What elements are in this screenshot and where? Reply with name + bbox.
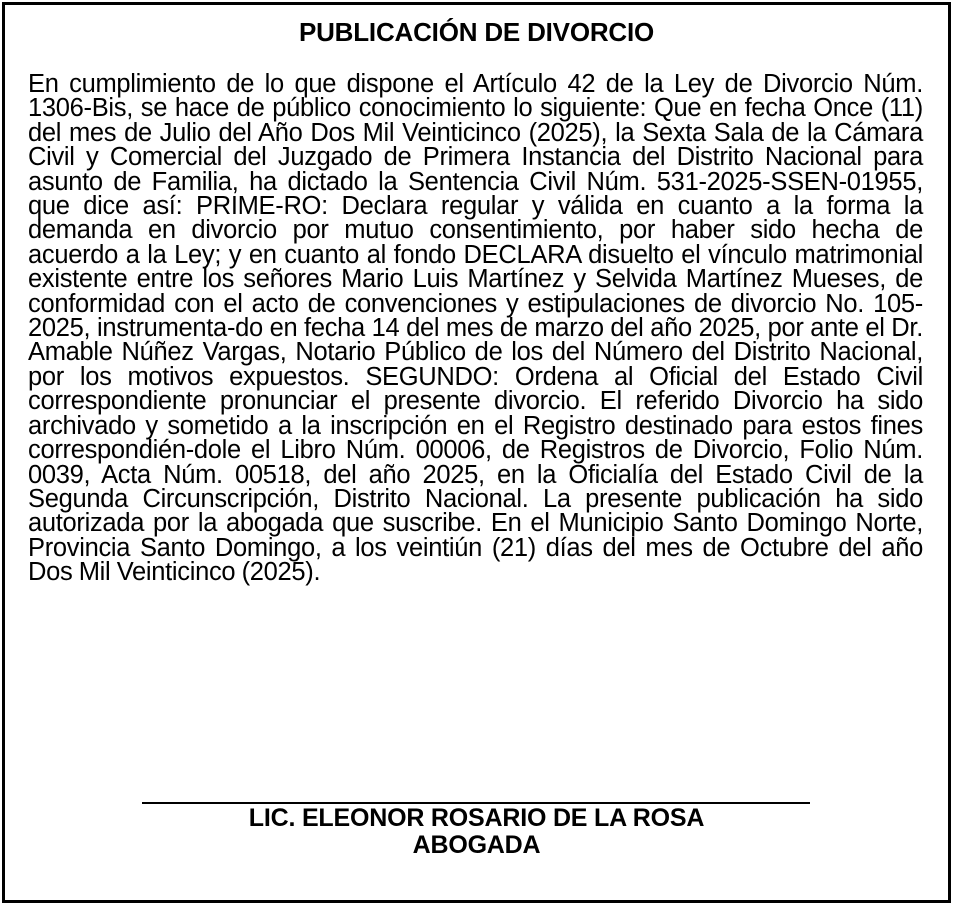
signer-name: LIC. ELEONOR ROSARIO DE LA ROSA (248, 804, 705, 832)
notice-title: PUBLICACIÓN DE DIVORCIO (298, 17, 655, 47)
notice-body: En cumplimiento de lo que dispone el Artículo 42 de la Ley de Divorcio Núm. 1306-Bis, se hace de público conocimiento lo siguiente: Que en fecha Once (11) del mes de Julio del Año Dos Mil Veinticinco (2025), la Sexta Sala de la Cámara Civil y Comercial del Juzgado de Primera Instancia del Distrito Nacional para asunto de Familia, ha dictado la Sentencia Civil Núm. 531-2025-SSEN-01955, que dice así: PRIME-RO: Declara regular y válida en cuanto a la forma la demanda en divorcio por mutuo consentimiento, por haber sido hecha de acuerdo a la Ley; y en cuanto al fondo DECLARA disuelto el vínculo matrimonial existente entre los señores Mario Luis Martínez y Selvida Martínez Mueses, de conformidad con el acto de convenciones y estipulaciones de divorcio No. 105-2025, instrumenta-do en fecha 14 del mes de marzo del año 2025, por ante el Dr. Amable Núñez Vargas, Notario Público de los del Número del Distrito Nacional, por los motivos expuestos. SEGUNDO: Ordena al Oficial del Estado Civil correspondiente pronunciar el presente divorcio. El referido Divorcio ha sido archivado y sometido a la inscripción en el Registro destinado para estos fines correspondién-dole el Libro Núm. 00006, de Registros de Divorcio, Folio Núm. 0039, Acta Núm. 00518, del año 2025, en la Oficialía del Estado Civil de la Segunda Circunscripción, Distrito Nacional. La presente publicación ha sido autorizada por la abogada que suscribe. En el Municipio Santo Domingo Norte, Provincia Santo Domingo, a los veintiún (21) días del mes de Octubre del año Dos Mil Veinticinco (2025). (28, 70, 923, 587)
signer-role: ABOGADA (412, 831, 541, 859)
legal-notice-box (2, 2, 951, 903)
